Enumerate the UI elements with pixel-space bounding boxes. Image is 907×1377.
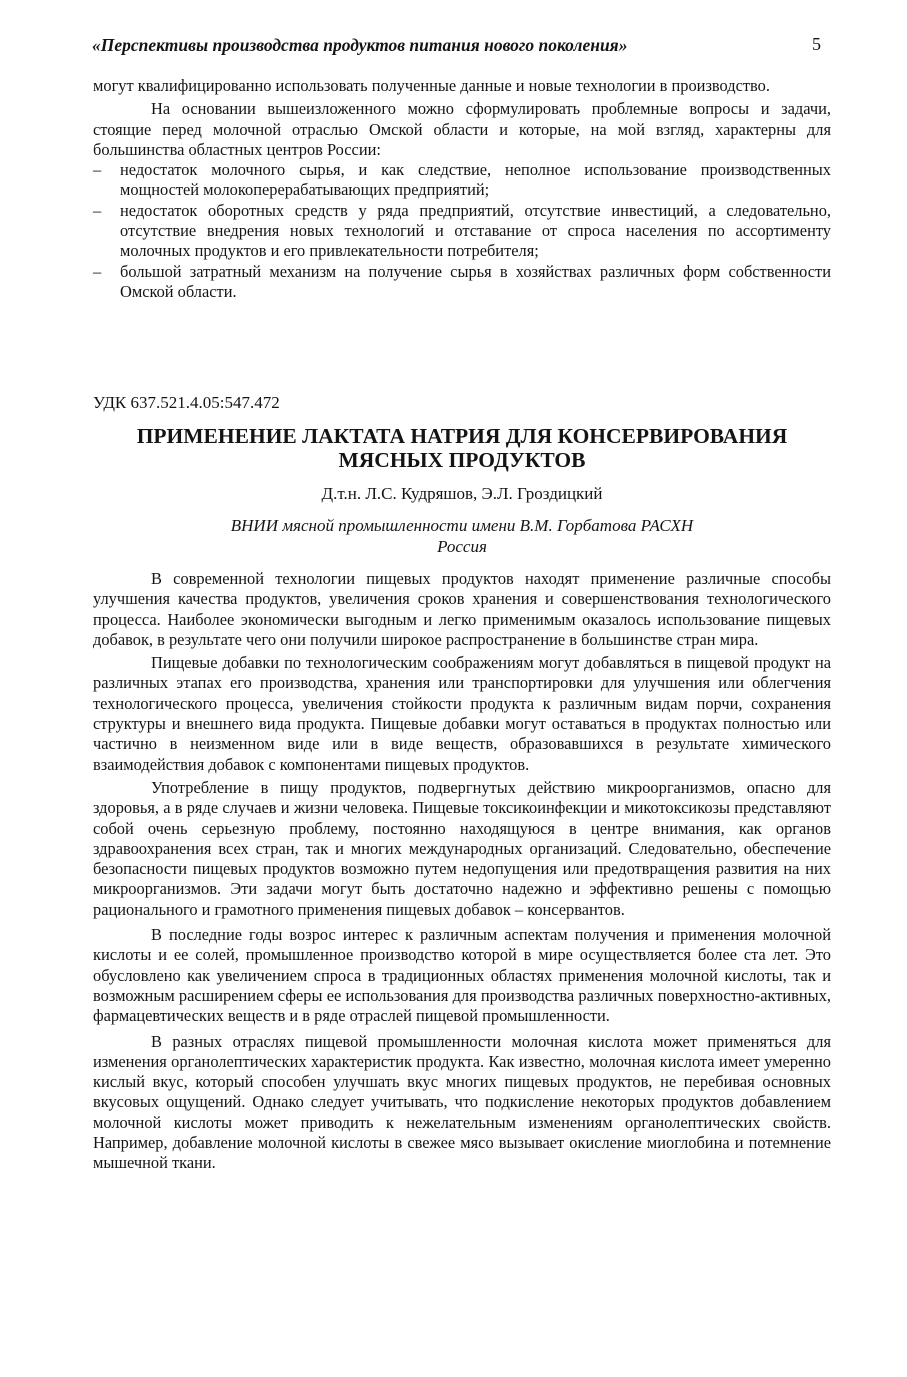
body-paragraph: Пищевые добавки по технологическим соображениям могут добавляться в пищевой продукт на различных этапах его производства, хранения или транспортировки для улучшения или облегчения технологического процесса, увеличения стойкости продукта к различным видам порчи, сохранения структуры и внешнего вида продукта. Пищевые добавки могут оставаться в продуктах полностью или частично в неизменном виде или в виде веществ, образовавшихся в результате химического взаимодействия добавок с компонентами пищевых продуктов. — [93, 653, 831, 774]
list-item-text: большой затратный механизм на получение сырья в хозяйствах различных форм собственности Омской области. — [120, 261, 831, 301]
list-item — [93, 160, 831, 201]
title-line: МЯСНЫХ ПРОДУКТОВ — [338, 448, 586, 472]
country: Россия — [437, 536, 487, 556]
udk-code: УДК 637.521.4.05:547.472 — [93, 393, 280, 412]
running-header: «Перспективы производства продуктов питания нового поколения» — [92, 35, 628, 55]
authors: Д.т.н. Л.С. Кудряшов, Э.Л. Гроздицкий — [321, 484, 603, 503]
dash-marker: – — [93, 261, 102, 281]
page-number: 5 — [812, 34, 821, 54]
title-line: ПРИМЕНЕНИЕ ЛАКТАТА НАТРИЯ ДЛЯ КОНСЕРВИРОВАНИЯ — [136, 424, 788, 448]
problem-list — [93, 160, 831, 302]
continuation-paragraph: могут квалифицированно использовать полученные данные и новые технологии в производство. — [93, 76, 770, 95]
list-item-text: недостаток оборотных средств у ряда предприятий, отсутствие инвестиций, а следовательно, отсутствие внедрения новых технологий и отставание от спроса населения по ассортименту молочных продуктов и его привлекательности потребителя; — [120, 200, 831, 261]
list-item-text: недостаток молочного сырья, и как следствие, неполное использование производственных мощностей молокоперерабатывающих предприятий; — [120, 160, 831, 200]
affiliation-block — [93, 516, 831, 557]
dash-marker: – — [93, 160, 102, 180]
intro-section — [93, 76, 831, 302]
dash-marker: – — [93, 200, 102, 220]
list-item — [93, 201, 831, 262]
article-title — [93, 424, 831, 472]
article-body — [93, 569, 831, 1174]
body-paragraph: В современной технологии пищевых продуктов находят применение различные способы улучшения качества продуктов, увеличения сроков хранения и совершенствования технологического процесса. Наиболее экономически выгодным и легко применимым оказалось использование пищевых добавок, в результате чего они получили широкое распространение в большинстве стран мира. — [93, 569, 831, 649]
body-paragraph: В последние годы возрос интерес к различным аспектам получения и применения молочной кислоты и ее солей, промышленное производство которой в мире осуществляется более ста лет. Это обусловлено как увеличением спроса в традиционных областях применения молочной кислоты, так и возможным расширением сферы ее использования для производства различных поверхностно-активных, фармацевтических веществ и в ряде отраслей пищевой промышленности. — [93, 925, 831, 1026]
affiliation: ВНИИ мясной промышленности имени В.М. Горбатова РАСХН — [230, 516, 694, 535]
list-item — [93, 262, 831, 303]
body-paragraph: Употребление в пищу продуктов, подвергнутых действию микроорганизмов, опасно для здоровья, а в ряде случаев и жизни человека. Пищевые токсикоинфекции и микотоксикозы представляют собой очень серьезную проблему, постоянно находящуюся в центре внимания, как органов здравоохранения всех стран, так и многих международных организаций. Следовательно, обеспечение безопасности пищевых продуктов возможно путем недопущения или предотвращения развития на них микроорганизмов. Эти задачи могут быть достаточно надежно и эффективно решены с помощью рационального и грамотного применения пищевых добавок – консервантов. — [93, 777, 831, 919]
intro-lead-paragraph: На основании вышеизложенного можно сформулировать проблемные вопросы и задачи, стоящие перед молочной отраслью Омской области и которые, на мой взгляд, характерны для большинства областных центров России: — [93, 99, 831, 159]
body-paragraph: В разных отраслях пищевой промышленности молочная кислота может применяться для изменения органолептических характеристик продукта. Как известно, молочная кислота имеет умеренно кислый вкус, который способен улучшать вкус многих пищевых продуктов, не перебивая основных вкусовых ощущений. Однако следует учитывать, что подкисление некоторых продуктов добавлением молочной кислоты может приводить к нежелательным изменениям органолептических свойств. Например, добавление молочной кислоты в свежее мясо вызывает окисление миоглобина и потемнение мышечной ткани. — [93, 1031, 831, 1173]
